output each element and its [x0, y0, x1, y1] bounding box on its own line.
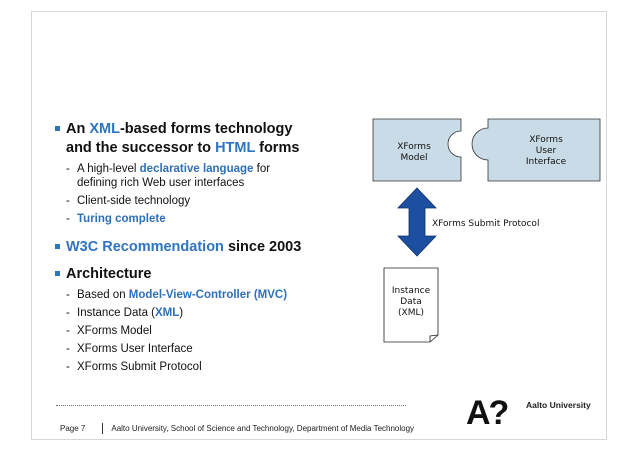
highlighted-text: XML — [154, 307, 180, 319]
text-run: Instance Data ( — [77, 307, 155, 319]
text-run: -based forms technology — [119, 121, 293, 137]
model-label-2: Model — [400, 153, 428, 163]
text-run: XForms Model — [77, 325, 152, 337]
dash-marker: - — [66, 325, 70, 337]
text-run: defining rich Web user interfaces — [77, 177, 245, 189]
footer-divider — [56, 405, 406, 406]
dash-marker: - — [66, 163, 70, 175]
text-run: since 2003 — [223, 239, 302, 255]
text-run: A high-level — [77, 163, 140, 175]
model-label-1: XForms — [397, 142, 431, 152]
footer-separator — [102, 423, 103, 434]
protocol-label: XForms Submit Protocol — [432, 219, 540, 229]
text-run: forms — [255, 140, 300, 156]
highlighted-text: Turing complete — [77, 213, 166, 225]
text-run: for — [253, 163, 271, 175]
instance-label-2: Data — [400, 297, 422, 307]
double-arrow-icon — [398, 188, 436, 256]
text-run: and the successor to — [66, 140, 216, 156]
highlighted-text: W3C Recommendation — [66, 239, 224, 255]
text-run: ) — [179, 307, 184, 319]
aalto-logo-text: Aalto University — [526, 400, 591, 410]
highlighted-text: XML — [89, 121, 120, 137]
ui-label-1: XForms — [529, 135, 563, 145]
highlighted-text: Model-View-Controller (MVC) — [128, 289, 288, 301]
instance-label-1: Instance — [391, 286, 431, 296]
footer-text: Aalto University, School of Science and Technology, Department of Media Technology — [111, 424, 415, 433]
aalto-logo-mark: A? — [466, 394, 508, 432]
text-run: XForms Submit Protocol — [77, 361, 202, 373]
dash-marker: - — [66, 307, 70, 319]
text-run: Client-side technology — [77, 195, 191, 207]
ui-label-2: User — [535, 146, 557, 156]
ui-label-3: Interface — [525, 157, 567, 167]
dash-marker: - — [66, 195, 70, 207]
dash-marker: - — [66, 213, 70, 225]
text-run: Architecture — [66, 266, 152, 282]
instance-label-3: (XML) — [398, 308, 424, 318]
text-run: XForms User Interface — [77, 343, 193, 355]
dash-marker: - — [66, 289, 70, 301]
highlighted-text: declarative language — [139, 163, 254, 175]
text-run: Based on — [77, 289, 129, 301]
dash-marker: - — [66, 343, 70, 355]
page-number: Page 7 — [60, 424, 86, 433]
dash-marker: - — [66, 361, 70, 373]
footer — [60, 423, 414, 434]
text-run: An — [66, 121, 90, 137]
highlighted-text: HTML — [215, 140, 256, 156]
